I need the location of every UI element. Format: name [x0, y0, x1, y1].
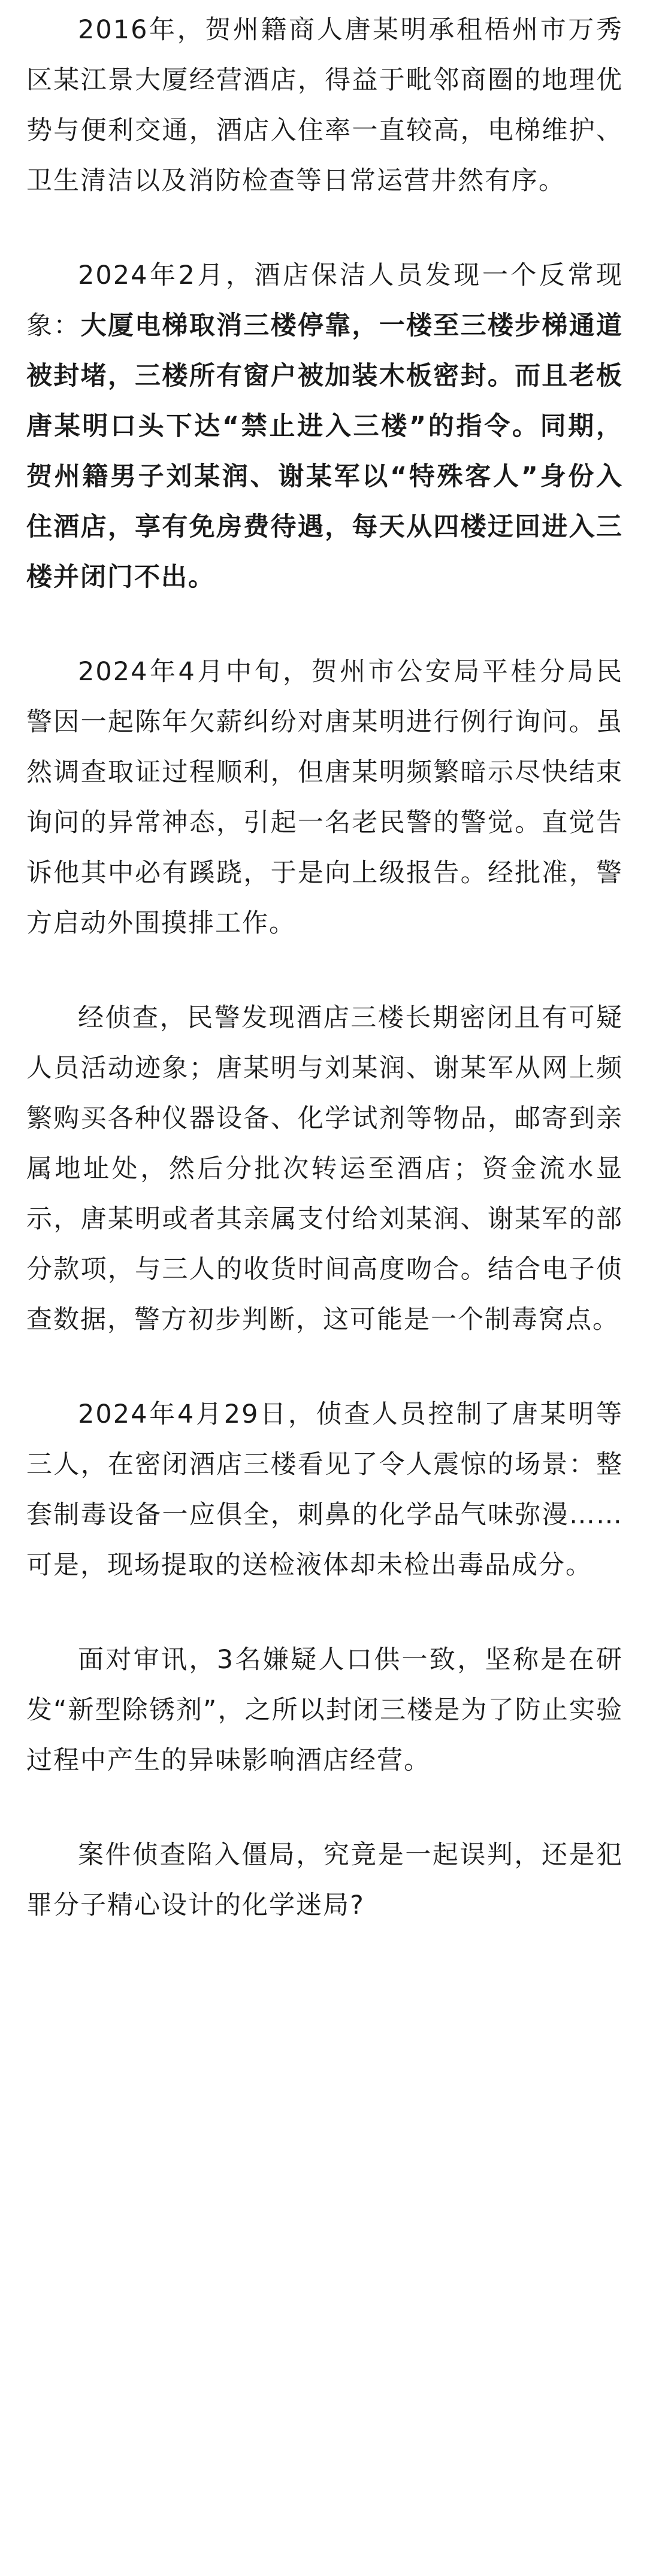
paragraph-3: 2024年4月中旬，贺州市公安局平桂分局民警因一起陈年欠薪纠纷对唐某明进行例行询问。虽然调查取证过程顺利，但唐某明频繁暗示尽快结束询问的异常神态，引起一名老民警的警觉。直觉告诉他其中必有蹊跷，于是向上级报告。经批准，警方启动外围摸排工作。	[26, 657, 623, 938]
paragraph-4: 经侦查，民警发现酒店三楼长期密闭且有可疑人员活动迹象；唐某明与刘某润、谢某军从网上频繁购买各种仪器设备、化学试剂等物品，邮寄到亲属地址处，然后分批次转运至酒店；资金流水显示，唐某明或者其亲属支付给刘某润、谢某军的部分款项，与三人的收货时间高度吻合。结合电子侦查数据，警方初步判断，这可能是一个制毒窝点。	[26, 1003, 623, 1335]
paragraph-2	[26, 250, 623, 602]
paragraph-2-lead: 2024年2月，酒店保洁人员发现一个反常现象：	[26, 260, 623, 341]
article-body	[26, 5, 623, 1931]
paragraph-6: 面对审讯，3名嫌疑人口供一致，坚称是在研发“新型除锈剂”，之所以封闭三楼是为了防止实验过程中产生的异味影响酒店经营。	[26, 1645, 623, 1775]
paragraph-5: 2024年4月29日，侦查人员控制了唐某明等三人，在密闭酒店三楼看见了令人震惊的场景：整套制毒设备一应俱全，刺鼻的化学品气味弥漫……可是，现场提取的送检液体却未检出毒品成分。	[26, 1399, 623, 1580]
paragraph-7: 案件侦查陷入僵局，究竟是一起误判，还是犯罪分子精心设计的化学迷局?	[26, 1840, 623, 1920]
paragraph-1: 2016年，贺州籍商人唐某明承租梧州市万秀区某江景大厦经营酒店，得益于毗邻商圈的地理优势与便利交通，酒店入住率一直较高，电梯维护、卫生清洁以及消防检查等日常运营井然有序。	[26, 15, 623, 196]
paragraph-2-bold: 大厦电梯取消三楼停靠，一楼至三楼步梯通道被封堵，三楼所有窗户被加装木板密封。而且老板唐某明口头下达“禁止进入三楼”的指令。同期，贺州籍男子刘某润、谢某军以“特殊客人”身份入住酒店，享有免房费待遇，每天从四楼迂回进入三楼并闭门不出。	[26, 311, 624, 592]
